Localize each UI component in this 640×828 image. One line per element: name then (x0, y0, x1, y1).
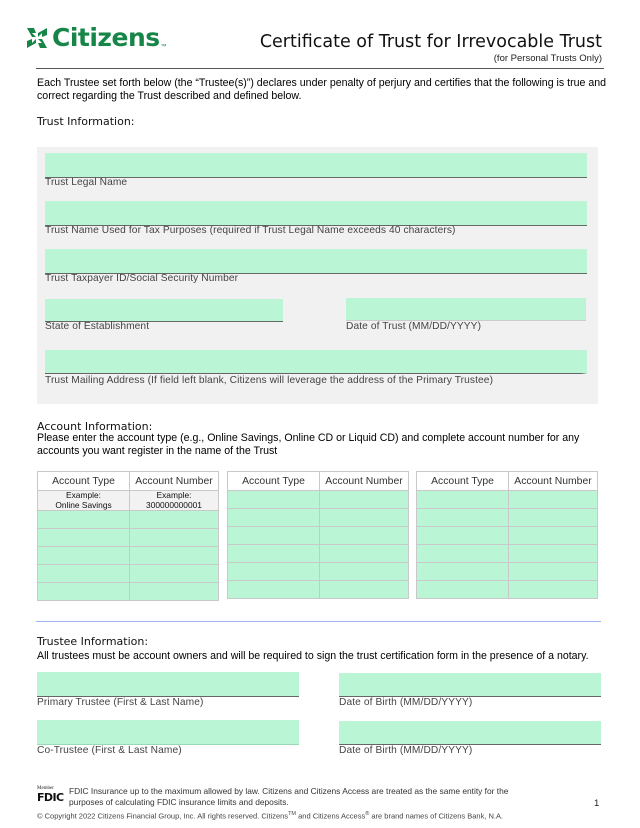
account-number-input[interactable] (320, 509, 409, 527)
trustee-info-description: All trustees must be account owners and will be required to sign the trust certification form in the presence of a notary. (37, 650, 589, 662)
date-of-trust-label: Date of Trust (MM/DD/YYYY) (346, 321, 482, 332)
brand-trademark: ™ (160, 44, 167, 50)
account-number-input[interactable] (130, 529, 219, 547)
account-type-input[interactable] (417, 491, 509, 509)
column-header-account-number: Account Number (509, 472, 598, 491)
example-account-type: Example: Online Savings (38, 491, 130, 511)
account-number-input[interactable] (320, 527, 409, 545)
account-type-input[interactable] (228, 527, 320, 545)
account-number-input[interactable] (320, 545, 409, 563)
fdic-icon: FDIC (37, 791, 64, 804)
fdic-member-text: Member (37, 786, 54, 791)
trust-info-panel (37, 147, 598, 404)
account-table-3 (416, 471, 598, 599)
page-number: 1 (594, 798, 600, 809)
trust-tax-name-input[interactable] (45, 201, 587, 226)
table-row (38, 529, 219, 547)
co-trustee-name-input[interactable] (37, 720, 299, 745)
account-number-input[interactable] (320, 563, 409, 581)
trust-legal-name-input[interactable] (45, 153, 587, 178)
account-type-input[interactable] (38, 565, 130, 583)
account-number-input[interactable] (320, 491, 409, 509)
account-number-input[interactable] (130, 511, 219, 529)
account-number-input[interactable] (130, 583, 219, 601)
table-row (417, 545, 598, 563)
account-number-input[interactable] (320, 581, 409, 599)
state-of-establishment-input[interactable] (45, 299, 283, 322)
account-type-input[interactable] (228, 581, 320, 599)
account-type-input[interactable] (417, 581, 509, 599)
example-row (38, 491, 219, 511)
co-trustee-name-label: Co-Trustee (First & Last Name) (37, 745, 182, 756)
account-number-input[interactable] (509, 491, 598, 509)
document-title: Certificate of Trust for Irrevocable Trust (259, 32, 602, 52)
trust-mailing-address-input[interactable] (45, 350, 587, 374)
account-number-input[interactable] (509, 563, 598, 581)
column-header-account-number: Account Number (130, 472, 219, 491)
table-row (228, 581, 409, 599)
column-header-account-type: Account Type (228, 472, 320, 491)
table-row (417, 509, 598, 527)
header-divider (36, 68, 604, 69)
account-type-input[interactable] (417, 563, 509, 581)
table-row (38, 565, 219, 583)
citizens-logo-icon (26, 27, 48, 49)
account-type-input[interactable] (38, 511, 130, 529)
table-row (228, 527, 409, 545)
fdic-disclaimer: FDIC Insurance up to the maximum allowed by law. Citizens and Citizens Access are treated as the same entity for the purposes of calculating FDIC insurance limits and deposits. (69, 786, 509, 807)
trust-taxpayer-id-input[interactable] (45, 249, 587, 274)
account-table-2 (227, 471, 409, 599)
account-number-input[interactable] (509, 581, 598, 599)
table-row (417, 581, 598, 599)
trust-mailing-address-label: Trust Mailing Address (If field left blank, Citizens will leverage the address of the Primary Trustee) (45, 375, 494, 386)
co-trustee-dob-label: Date of Birth (MM/DD/YYYY) (339, 745, 473, 756)
table-row (38, 511, 219, 529)
column-header-account-number: Account Number (320, 472, 409, 491)
date-of-trust-input[interactable] (346, 298, 586, 321)
table-row (417, 563, 598, 581)
primary-trustee-dob-input[interactable] (339, 673, 601, 697)
table-row (38, 547, 219, 565)
account-number-input[interactable] (130, 565, 219, 583)
primary-trustee-name-input[interactable] (37, 672, 299, 697)
fdic-member-logo (37, 786, 65, 803)
table-row (417, 527, 598, 545)
account-type-input[interactable] (417, 509, 509, 527)
trust-info-heading: Trust Information: (37, 115, 135, 128)
intro-paragraph: Each Trustee set forth below (the “Trustee(s)”) declares under penalty of perjury and certifies that the following is true and correct regarding the Trust described and defined below. (37, 77, 607, 102)
table-row (417, 491, 598, 509)
state-of-establishment-label: State of Establishment (45, 321, 150, 332)
table-row (38, 583, 219, 601)
account-type-input[interactable] (417, 527, 509, 545)
account-type-input[interactable] (228, 491, 320, 509)
account-type-input[interactable] (228, 563, 320, 581)
document-subtitle: (for Personal Trusts Only) (493, 53, 602, 64)
table-row (228, 509, 409, 527)
trustee-info-heading: Trustee Information: (37, 635, 149, 648)
account-type-input[interactable] (38, 529, 130, 547)
account-table-1 (37, 471, 219, 601)
example-account-number: Example: 300000000001 (130, 491, 219, 511)
account-number-input[interactable] (130, 547, 219, 565)
co-trustee-dob-input[interactable] (339, 721, 601, 745)
account-number-input[interactable] (509, 545, 598, 563)
column-header-account-type: Account Type (38, 472, 130, 491)
brand-name: Citizens (52, 23, 160, 52)
account-number-input[interactable] (509, 527, 598, 545)
account-type-input[interactable] (228, 509, 320, 527)
account-info-description: Please enter the account type (e.g., Online Savings, Online CD or Liquid CD) and complete account number for any accounts you want register in the name of the Trust (37, 432, 580, 457)
primary-trustee-name-label: Primary Trustee (First & Last Name) (37, 697, 204, 708)
trust-tax-name-label: Trust Name Used for Tax Purposes (required if Trust Legal Name exceeds 40 characters) (45, 225, 456, 236)
trust-legal-name-label: Trust Legal Name (45, 177, 128, 188)
account-info-heading: Account Information: (37, 420, 153, 433)
account-type-input[interactable] (38, 547, 130, 565)
table-row (228, 491, 409, 509)
column-header-account-type: Account Type (417, 472, 509, 491)
table-row (228, 545, 409, 563)
trust-taxpayer-id-label: Trust Taxpayer ID/Social Security Number (45, 273, 239, 284)
account-number-input[interactable] (509, 509, 598, 527)
account-type-input[interactable] (38, 583, 130, 601)
table-row (228, 563, 409, 581)
account-type-input[interactable] (228, 545, 320, 563)
copyright-notice: © Copyright 2022 Citizens Financial Group, Inc. All rights reserved. Citizens™ and Citizens Access® are brand names of Citizens Bank, N.A. (37, 811, 504, 821)
primary-trustee-dob-label: Date of Birth (MM/DD/YYYY) (339, 697, 473, 708)
account-type-input[interactable] (417, 545, 509, 563)
section-divider (36, 621, 601, 622)
citizens-logo (26, 25, 167, 51)
